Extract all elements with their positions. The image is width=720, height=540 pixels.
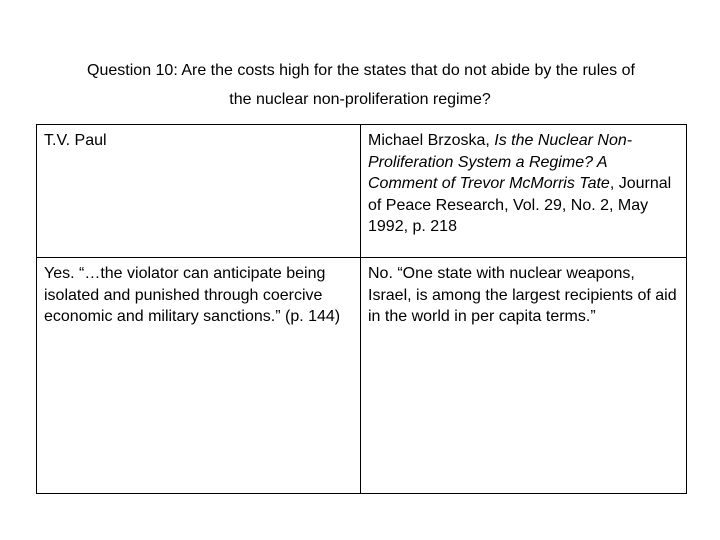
citation-title: Is the Nuclear Non-Proliferation System a Regime? A Comment of Trevor McMorris Tate bbox=[368, 132, 633, 192]
cell-answer-left bbox=[37, 258, 361, 494]
question-line-2: the nuclear non-proliferation regime? bbox=[229, 91, 491, 108]
answer-text-left: Yes. “…the violator can anticipate being isolated and punished through coercive economic and military sanctions.” (p. 144) bbox=[44, 265, 341, 325]
cell-author-left bbox=[37, 125, 361, 258]
table-row bbox=[37, 125, 687, 258]
answer-text-right: No. “One state with nuclear weapons, Israel, is among the largest recipients of aid in the world in per capita terms.” bbox=[368, 265, 677, 325]
citation-details: , Journal of Peace Research, Vol. 29, No. 2, May 1992, p. 218 bbox=[368, 175, 672, 235]
table-row bbox=[37, 258, 687, 494]
citation-author: Michael Brzoska, bbox=[368, 132, 495, 149]
question-line-1: Question 10: Are the costs high for the states that do not abide by the rules of bbox=[87, 62, 635, 79]
comparison-table bbox=[36, 124, 687, 494]
author-name: T.V. Paul bbox=[44, 132, 107, 149]
question-heading bbox=[0, 56, 720, 114]
cell-answer-right bbox=[361, 258, 687, 494]
cell-citation-right bbox=[361, 125, 687, 258]
